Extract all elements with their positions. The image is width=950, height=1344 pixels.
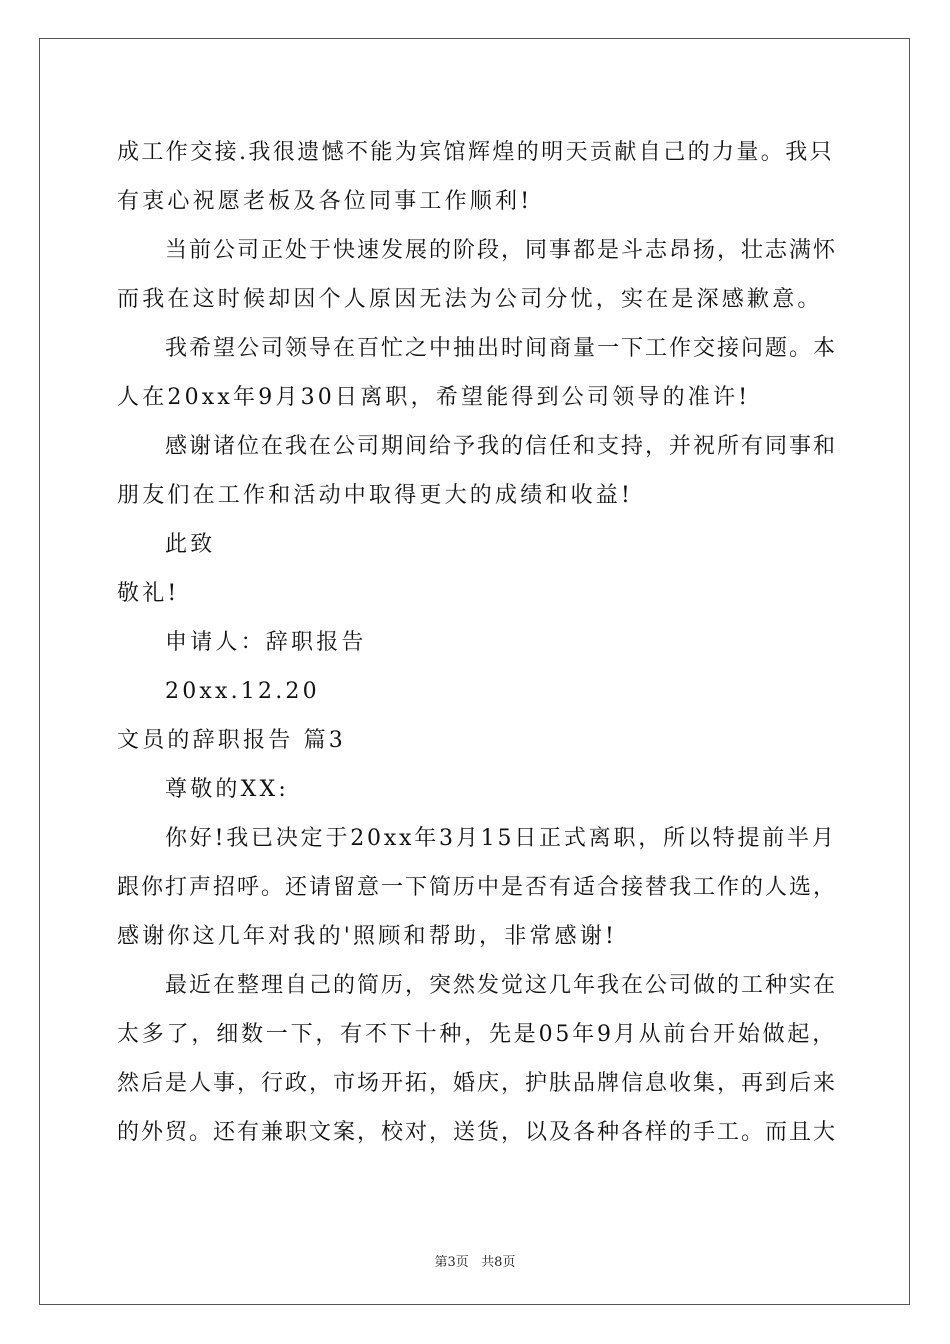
- text-line: 的外贸。还有兼职文案，校对，送货，以及各种各样的手工。而且大: [117, 1120, 838, 1145]
- date-line: 20xx.12.20: [165, 679, 320, 704]
- closing-regards: 敬礼!: [117, 581, 180, 606]
- text-line: 你好!我已决定于20xx年3月15日正式离职，所以特提前半月: [165, 826, 837, 851]
- text-line: 成工作交接.我很遗憾不能为宾馆辉煌的明天贡献自己的力量。我只: [117, 140, 834, 165]
- text-line: 而我在这时候却因个人原因无法为公司分忧，实在是深感歉意。: [117, 287, 823, 312]
- text-line: 跟你打声招呼。还请留意一下简历中是否有适合接替我工作的人选，: [117, 875, 838, 900]
- applicant-line: 申请人：辞职报告: [165, 630, 367, 655]
- section-heading: 文员的辞职报告 篇3: [117, 728, 346, 753]
- text-line: 然后是人事，行政，市场开拓，婚庆，护肤品牌信息收集，再到后来: [117, 1071, 838, 1096]
- text-line: 最近在整理自己的简历，突然发觉这几年我在公司做的工种实在: [165, 973, 838, 998]
- document-body: [117, 128, 837, 1157]
- text-line: 太多了，细数一下，有不下十种，先是05年9月从前台开始做起，: [117, 1022, 837, 1047]
- closing-salutation: 此致: [165, 532, 216, 557]
- text-line: 感谢诸位在我在公司期间给予我的信任和支持，并祝所有同事和: [165, 434, 838, 459]
- text-line: 感谢你这几年对我的'照顾和帮助，非常感谢!: [117, 924, 618, 949]
- page-footer: 第3页 共8页: [434, 1255, 516, 1270]
- text-line: 朋友们在工作和活动中取得更大的成绩和收益!: [117, 483, 634, 508]
- text-line: 有衷心祝愿老板及各位同事工作顺利!: [117, 189, 533, 214]
- text-line: 人在20xx年9月30日离职，希望能得到公司领导的准许!: [117, 385, 751, 410]
- text-line: 我希望公司领导在百忙之中抽出时间商量一下工作交接问题。本: [165, 336, 838, 361]
- greeting-line: 尊敬的XX:: [165, 777, 289, 802]
- text-line: 当前公司正处于快速发展的阶段，同事都是斗志昂扬，壮志满怀: [165, 238, 838, 263]
